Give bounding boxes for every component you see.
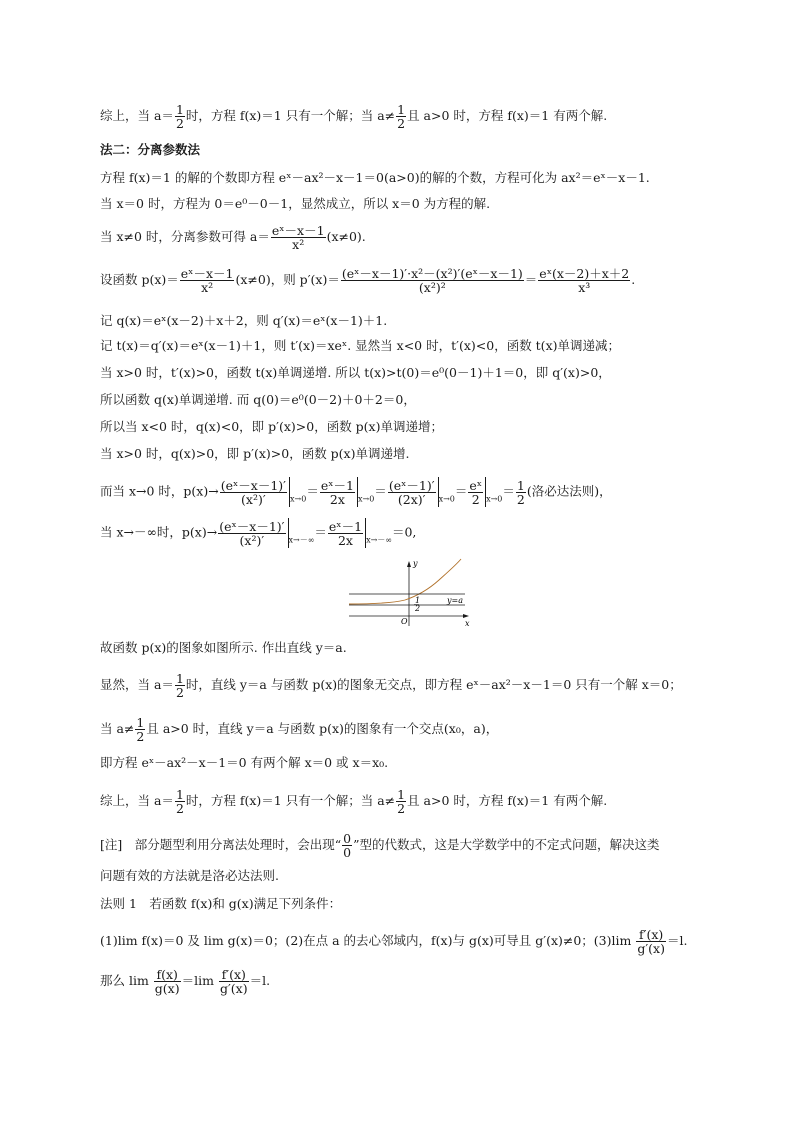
- x-label: x: [465, 619, 470, 628]
- text-line: 记 q(x)＝eˣ(x－2)＋x＋2，则 q′(x)＝eˣ(x－1)＋1.: [100, 313, 388, 328]
- fraction: $\frac{1}{2}$: [175, 787, 184, 816]
- fraction: $\frac{f'(x)}{g'(x)}$: [219, 967, 248, 996]
- rule-conditions: (1)lim f(x)＝0 及 lim g(x)＝0；(2)在点 a 的去心邻域内，f(x)与 g(x)可导且 g′(x)≠0；(3)lim $\frac{f'(x)}{g'(x)}$ ＝l.: [100, 927, 688, 956]
- rule-heading: 法则 1 若函数 f(x)和 g(x)满足下列条件：: [100, 896, 342, 911]
- text-line: 当 x>0 时，q(x)>0，即 p′(x)>0，函数 p(x)单调递增.: [100, 446, 410, 461]
- method-two-heading: 法二：分离参数法: [100, 142, 201, 157]
- text-line: 记 t(x)＝q′(x)＝eˣ(x－1)＋1，则 t′(x)＝xeˣ. 显然当 x<0 时，t′(x)<0，函数 t(x)单调递减；: [100, 338, 620, 353]
- text-line: 问题有效的方法就是洛必达法则.: [100, 868, 279, 883]
- y-axis-arrow: [407, 561, 411, 567]
- fraction: $\frac{\text{eˣ－1}}{2x}$: [328, 518, 363, 548]
- fraction: $\frac{f'(x)}{g'(x)}$: [637, 927, 665, 956]
- half-numerator: 1: [415, 596, 421, 605]
- summary-line-1: 综上，当 a＝ $\frac{1}{2}$ 时，方程 f(x)＝1 只有一个解；当 a≠ $\frac{1}{2}$ 且 a>0 时，方程 f(x)＝1 有两个解.: [100, 102, 608, 131]
- fraction: $\frac{1}{2}$: [397, 787, 406, 816]
- fraction: $\frac{\text{(eˣ－x－1)′}}{\text{(x²)′}}$: [220, 477, 286, 507]
- function-graph-figure: [343, 556, 473, 628]
- fraction: $\frac{1}{2}$: [175, 671, 184, 700]
- fraction: $\frac{f(x)}{g(x)}$: [154, 967, 180, 996]
- fraction: $\frac{\text{eˣ(x－2)＋x＋2}}{\text{x³}}$: [539, 266, 630, 295]
- limit-line-neg-infinity: 当 x→－∞时，p(x)→ $\frac{\text{(eˣ－x－1)′}}{\text{(x²)′}}$ $_{x\to-\infty}$＝ $\frac{\text{eˣ－1}}{2x}$ $_{x\to-\infty}$＝0,: [100, 518, 417, 548]
- origin-label: O: [401, 617, 408, 626]
- text-line: 当 a≠ $\frac{1}{2}$ 且 a>0 时，直线 y＝a 与函数 p(x)的图象有一个交点(x₀，a)，: [100, 715, 499, 744]
- fraction: $\frac{\text{eˣ－1}}{2x}$: [320, 477, 354, 507]
- text-line: 所以函数 q(x)单调递增. 而 q(0)＝e⁰(0－2)＋0＋2＝0，: [100, 392, 416, 407]
- text-line: 故函数 p(x)的图象如图所示. 作出直线 y＝a.: [100, 640, 347, 655]
- text-line: 即方程 eˣ－ax²－x－1＝0 有两个解 x＝0 或 x＝x₀.: [100, 755, 389, 770]
- text-line: 当 x＝0 时，方程为 0＝e⁰－0－1，显然成立，所以 x＝0 为方程的解.: [100, 196, 491, 211]
- summary-line-2: 综上，当 a＝ $\frac{1}{2}$ 时，方程 f(x)＝1 只有一个解；当 a≠ $\frac{1}{2}$ 且 a>0 时，方程 f(x)＝1 有两个解.: [100, 787, 608, 816]
- half-denominator: 2: [415, 604, 421, 613]
- text-line: 方程 f(x)＝1 的解的个数即方程 eˣ－ax²－x－1＝0(a>0)的解的个数，方程可化为 ax²＝eˣ－x－1.: [100, 170, 650, 185]
- text-line: 当 x≠0 时，分离参数可得 a＝ $\frac{\text{eˣ－x－1}}{\text{x²}}$ (x≠0).: [100, 223, 366, 252]
- fraction: $\frac{1}{2}$: [136, 715, 145, 744]
- note-line: [注] 部分题型利用分离法处理时，会出现“ $\frac{0}{0}$ ”型的代数式，这是大学数学中的不定式问题，解决这类: [100, 831, 660, 860]
- fraction: $\frac{\text{eˣ}}{2}$: [469, 477, 483, 507]
- derivative-line: 设函数 p(x)＝ $\frac{\text{eˣ－x－1}}{\text{x²}}$ (x≠0)，则 p′(x)＝ $\frac{\text{(eˣ－x－1)′·x²－(x²)′(eˣ－x－1)}}{\text{(x²)²}}$ ＝ $\frac{\text{eˣ(x－2)＋x＋2}}{\text{x³}}$ .: [100, 266, 636, 295]
- fraction: $\frac{\text{eˣ－x－1}}{\text{x²}}$: [180, 266, 234, 295]
- fraction: $\frac{1}{2}$: [516, 477, 525, 507]
- fraction: $\frac{1}{2}$: [397, 102, 406, 131]
- limit-line-zero: 而当 x→0 时，p(x)→ $\frac{\text{(eˣ－x－1)′}}{\text{(x²)′}}$ $_{x\to 0}$＝ $\frac{\text{eˣ－1}}{2x}$ $_{x\to 0}$＝ $\frac{\text{(eˣ－1)′}}{(2x)'}$ $_{x\to 0}$＝ $\frac{\text{eˣ}}{2}$ $_{x\to 0}$＝ $\frac{1}{2}$ (洛必达法则)，: [100, 477, 612, 507]
- text-line: 所以当 x<0 时，q(x)<0，即 p′(x)>0，函数 p(x)单调递增；: [100, 419, 443, 434]
- fraction: $\frac{\text{(eˣ－1)′}}{(2x)'}$: [388, 477, 435, 507]
- y-label: y: [413, 559, 418, 568]
- line-label: y=a: [447, 596, 463, 605]
- fraction: $\frac{1}{2}$: [175, 102, 184, 131]
- rule-conclusion: 那么 lim $\frac{f(x)}{g(x)}$ ＝lim $\frac{f'(x)}{g'(x)}$ ＝l.: [100, 967, 271, 996]
- text-line: 显然，当 a＝ $\frac{1}{2}$ 时，直线 y＝a 与函数 p(x)的图象无交点，即方程 eˣ－ax²－x－1＝0 只有一个解 x＝0；: [100, 671, 682, 700]
- fraction: $\frac{0}{0}$: [343, 831, 352, 860]
- text-line: 当 x>0 时，t′(x)>0，函数 t(x)单调递增. 所以 t(x)>t(0)＝e⁰(0－1)＋1＝0，即 q′(x)>0，: [100, 365, 611, 380]
- fraction: $\frac{\text{eˣ－x－1}}{\text{x²}}$: [271, 223, 325, 252]
- x-axis-arrow: [463, 614, 469, 618]
- fraction: $\frac{\text{(eˣ－x－1)′}}{\text{(x²)′}}$: [219, 518, 285, 548]
- fraction: $\frac{\text{(eˣ－x－1)′·x²－(x²)′(eˣ－x－1)}}{\text{(x²)²}}$: [341, 266, 523, 295]
- p-curve: [349, 559, 461, 604]
